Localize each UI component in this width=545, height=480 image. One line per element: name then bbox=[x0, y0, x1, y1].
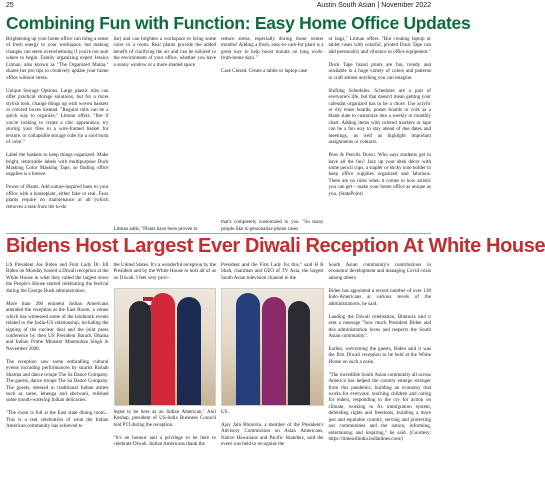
paragraph: President and the First Lady for this," said H R Shah, chairman and CEO of TV Asia, the largest South Asian television channel in the bbox=[221, 262, 324, 281]
paragraph: leged to be here as an Indian American," Anil Keshap, president of US-India Business Council told PTI during the reception. bbox=[113, 408, 216, 428]
paragraph: or bags," Litman offers. "But creating laptop or tablet cases with colorful, printed Duck Tape can add personality and vibrance to office equipment." bbox=[328, 36, 431, 55]
page-number: 25 bbox=[6, 2, 14, 9]
paragraph: "It's an honour and a privilege to be here to celebrate Diwali. Indian Americans thank the bbox=[113, 434, 216, 448]
article2-col1 bbox=[6, 262, 109, 480]
article1-headline: Combining Fun with Function: Easy Home Office Updates bbox=[6, 13, 471, 33]
paragraph: Biden has appointed a record number of over 130 Indo-Americans at various levels of the administrations, he said. bbox=[328, 287, 431, 307]
paragraph: Ajay Jain Bhutoria, a member of the President's Advisory Commission on Asian Americans, Native Hawaiians and Pacific Islanders, said the event was held to recognise the bbox=[221, 421, 324, 448]
person-figure bbox=[151, 293, 175, 405]
person-figure bbox=[236, 293, 260, 405]
article1-col1 bbox=[6, 36, 109, 232]
page-header bbox=[6, 2, 431, 12]
publication-info: Austin South Asian | November 2022 bbox=[316, 2, 431, 9]
paragraph: "The room is full at the East state dining room... This is a real celebration of what the Indian American community has achieved to bbox=[6, 410, 109, 430]
person-figure bbox=[129, 301, 151, 405]
article2-col4 bbox=[329, 262, 432, 480]
paragraph: Lauding the Diwali celebration, Bhutoria said it sent a message "how much President Biden and this administration loves and respects the South Asian community". bbox=[328, 313, 431, 339]
paragraph: The reception saw some enthralling cultural events including performances by sitarist Rishab Sharma and dance troupe The Sa Dance Company. The guests, dance troupe The Sa Dance Company. The guests, dressed in traditional Indian attires such as saree, lehenga and sherwani, relished some mouth-watering Indian delicacies. bbox=[6, 358, 109, 404]
paragraph: Shifting Schedules. Schedules are a part of everyone's life, but that doesn't mean getting your calendar organized has to be a chore. Use acrylic or dry erase boards, poster boards or cork as a blank slate to customize into a weekly or monthly chart. Adding items with colored markers or tape can be a fun way to stay ahead of due dates and meetings, as well as highlight important assignments or contacts. bbox=[328, 87, 431, 146]
article2-col2 bbox=[114, 262, 217, 480]
person-figure bbox=[262, 297, 286, 405]
bidens-diwali-photo bbox=[114, 288, 217, 406]
paragraph: Duck Tape brand prints are fun, trendy and available in a huge variety of colors and patterns to craft almost anything you can imagine. bbox=[328, 61, 431, 81]
paragraph: Pens & Pencils Down. Who says students get to have all the fun? Jazz up your desk décor with some pencil cups, a stapler or sticky note holder to keep office supplies organized and fabulous. There are no rules when it comes to how artistic you can get – make your home office as unique as you. (StatePoint) bbox=[328, 152, 431, 197]
paragraph: Unique Storage Options. Large plastic tubs can offer practical storage solutions, but for a more stylish look, change things up with woven baskets or colored boxes instead. "Regular tubs can be a quick way to organize," Litman offers. "But if you're looking to create a chic appearance, try storing your files in a wire-framed basket for texture, or collapsible storage cube for a cool burst of color." bbox=[6, 87, 109, 146]
paragraph: Label the baskets to keep things organized. Make bright, removable labels with multipurpose Duck Masking Color Masking Tape, so finding office supplies is a breeze. bbox=[6, 152, 109, 178]
article1-col4 bbox=[329, 36, 432, 232]
paragraph: Case Closed. Create a tablet or laptop case bbox=[221, 68, 308, 75]
diwali-reception-photo bbox=[221, 288, 324, 406]
article2-headline: Bidens Host Largest Ever Diwali Reception At White House bbox=[6, 235, 545, 257]
paragraph: Litman adds, "Plants have been proven to bbox=[113, 225, 198, 232]
article1-body bbox=[6, 36, 431, 232]
article1-col2 bbox=[114, 36, 217, 232]
paragraph: Power of Plants. Add nature-inspired hues to your office with a houseplant, either fake or real. Faux plants require no maintenance at all (which removes a task from the to-do bbox=[6, 184, 109, 210]
paragraph: "The incredible South Asian community all across America has helped the country emerge stronger from this pandemic, building an economy that works for everyone, teaching children and caring for elders, responding to the cry for action on climate, working to fix immigration system, defending rights and freedoms, building a more just and equitable country, serving and protecting our communities and the nation, informing, entertaining and inspiring," he said. (Courtesy: https://timesofindia.indiatimes.com/) bbox=[328, 371, 431, 443]
person-figure bbox=[288, 301, 310, 405]
paragraph: that's completely customized to you. "So many people like to personalize phone cases bbox=[221, 219, 324, 232]
article2-body bbox=[6, 262, 431, 480]
paragraph: Earlier, welcoming the guests, Biden said it was the first Diwali reception to be held at the White House on such a scale. bbox=[328, 345, 431, 365]
paragraph: reduce stress, especially during those winter months! Adding a fresh, easy-to-care-for plant is a great way to help boost morale on long work-from-home days." bbox=[221, 36, 324, 62]
paragraph: South Asian community's contributions in economic development and managing Covid crisis among others. bbox=[328, 262, 431, 281]
paragraph: US. bbox=[221, 408, 229, 415]
article1-col3 bbox=[221, 36, 324, 232]
paragraph: US President Joe Biden and First Lady Dr. Jill Biden on Monday hosted a Diwali reception at the White House in what they called the largest since the People's House started celebrating the festival during the George Bush administration. bbox=[6, 262, 109, 294]
person-figure bbox=[177, 297, 201, 405]
paragraph: the United States. It's a wonderful reception by the President and by the White House to host all of us on Diwali. I feel very privi- bbox=[113, 262, 216, 281]
paragraph: list) and can brighten a workspace to bring some color to a room. Real plants provide the added benefit of clarifying the air and can be tailored to the environment of your office, whether you have a sunny window or a more shaded space. bbox=[113, 36, 216, 68]
paragraph: More than 200 eminent Indian Americans attended the reception at the East Room, a venue which has witnessed some of the landmark events related to the India-US relationship, including the signing of the nuclear deal and the joint press conference by then US President Barack Obama and Indian Prime Minister Manmohan Singh in November 2008. bbox=[6, 300, 109, 352]
article2-col3 bbox=[221, 262, 324, 480]
paragraph: Brightening up your home office can bring a sense of fresh energy to your workspace, but making changes can seem overwhelming if you're not sure where to begin. Family organizing expert Jessica Litman, also known as "The Organized Mama," shares her pro tips to creatively update your home office without stress. bbox=[6, 36, 109, 81]
